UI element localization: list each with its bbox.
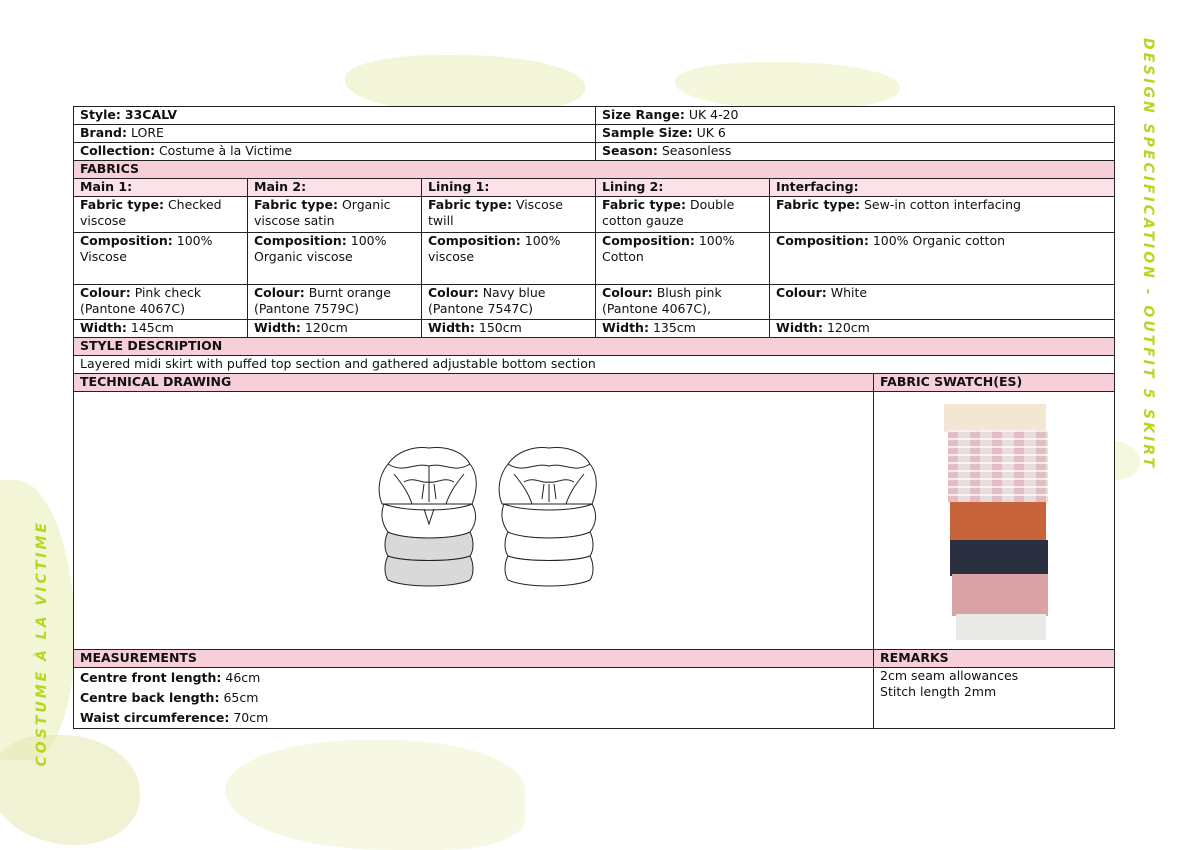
style-description-header: STYLE DESCRIPTION — [74, 338, 1115, 356]
remark-item: Stitch length 2mm — [880, 684, 997, 699]
colour-cell — [248, 285, 422, 320]
colour-cell — [770, 285, 1115, 320]
background-texture — [675, 62, 900, 110]
composition-value: 100% viscose — [428, 233, 561, 264]
fabric-swatch-blush-pink — [952, 574, 1048, 616]
width-cell — [596, 320, 770, 338]
style-value: 33CALV — [124, 107, 178, 122]
fabric-type-row — [74, 197, 1115, 233]
fabric-type-cell — [770, 197, 1115, 233]
size-range-value: UK 4-20 — [688, 107, 739, 122]
composition-label: Composition: — [776, 233, 869, 248]
composition-row — [74, 233, 1115, 285]
fabric-swatch-burnt-orange — [950, 502, 1046, 542]
remarks-list — [874, 668, 1115, 729]
collection-label: Collection: — [80, 143, 155, 158]
measurements-list — [74, 668, 874, 729]
width-cell — [422, 320, 596, 338]
fabric-swatch-interfacing — [944, 404, 1046, 432]
fabric-swatch-navy — [950, 540, 1048, 576]
spec-sheet-table — [73, 106, 1115, 729]
composition-cell — [74, 233, 248, 285]
measurement-label: Centre front length: — [80, 670, 222, 685]
measurement-value: 65cm — [223, 690, 259, 705]
side-title-left: COSTUME À LA VICTIME — [34, 520, 50, 767]
colour-label: Colour: — [428, 285, 479, 300]
fabric-type-cell — [248, 197, 422, 233]
width-label: Width: — [776, 320, 823, 335]
colour-label: Colour: — [80, 285, 131, 300]
size-range-label: Size Range: — [602, 107, 685, 122]
technical-drawing-area — [74, 392, 874, 650]
width-value: 135cm — [652, 320, 696, 335]
colour-cell — [596, 285, 770, 320]
composition-label: Composition: — [80, 233, 173, 248]
brand-cell — [74, 125, 596, 143]
fabric-type-cell — [596, 197, 770, 233]
fabric-headings-row — [74, 179, 1115, 197]
width-label: Width: — [80, 320, 127, 335]
brand-label: Brand: — [80, 125, 127, 140]
fabrics-section-header: FABRICS — [74, 161, 1115, 179]
measurement-item — [80, 668, 867, 688]
technical-drawing-illustration — [374, 444, 624, 594]
measurements-header: MEASUREMENTS — [74, 650, 874, 668]
measurement-item — [80, 708, 867, 728]
fabric-type-value: Checked viscose — [80, 197, 222, 228]
fabric-type-label: Fabric type: — [602, 197, 686, 212]
fabric-heading: Main 1: — [74, 179, 248, 197]
composition-cell — [422, 233, 596, 285]
measurement-label: Waist circumference: — [80, 710, 230, 725]
sample-size-cell — [596, 125, 1115, 143]
width-cell — [248, 320, 422, 338]
header-row — [74, 125, 1115, 143]
colour-label: Colour: — [254, 285, 305, 300]
style-description-text: Layered midi skirt with puffed top section and gathered adjustable bottom section — [74, 356, 1115, 374]
width-cell — [770, 320, 1115, 338]
fabric-type-cell — [74, 197, 248, 233]
fabric-heading: Interfacing: — [770, 179, 1115, 197]
brand-value: LORE — [130, 125, 164, 140]
width-value: 120cm — [304, 320, 348, 335]
fabric-heading: Lining 2: — [596, 179, 770, 197]
width-label: Width: — [254, 320, 301, 335]
colour-cell — [422, 285, 596, 320]
season-cell — [596, 143, 1115, 161]
colour-value: Navy blue (Pantone 7547C) — [428, 285, 546, 316]
colour-value: Burnt orange (Pantone 7579C) — [254, 285, 391, 316]
season-label: Season: — [602, 143, 658, 158]
size-range-cell — [596, 107, 1115, 125]
composition-value: 100% Cotton — [602, 233, 735, 264]
header-row — [74, 107, 1115, 125]
colour-row — [74, 285, 1115, 320]
colour-value: Pink check (Pantone 4067C) — [80, 285, 202, 316]
technical-drawing-header: TECHNICAL DRAWING — [74, 374, 874, 392]
sample-size-value: UK 6 — [696, 125, 726, 140]
composition-value: 100% Viscose — [80, 233, 213, 264]
measurement-value: 70cm — [233, 710, 269, 725]
fabric-type-label: Fabric type: — [428, 197, 512, 212]
composition-label: Composition: — [602, 233, 695, 248]
remarks-header: REMARKS — [874, 650, 1115, 668]
colour-value: White — [830, 285, 868, 300]
width-label: Width: — [428, 320, 475, 335]
skirt-back-view — [499, 448, 596, 586]
colour-cell — [74, 285, 248, 320]
fabric-swatches-header: FABRIC SWATCH(ES) — [874, 374, 1115, 392]
fabric-swatch-white — [956, 614, 1046, 640]
fabric-type-value: Double cotton gauze — [602, 197, 735, 228]
measurement-item — [80, 688, 867, 708]
fabric-type-label: Fabric type: — [254, 197, 338, 212]
width-value: 145cm — [130, 320, 174, 335]
width-value: 150cm — [478, 320, 522, 335]
measurement-label: Centre back length: — [80, 690, 220, 705]
fabric-type-cell — [422, 197, 596, 233]
background-texture — [0, 735, 140, 845]
side-title-right: DESIGN SPECIFICATION - OUTFIT 5 SKIRT — [1140, 38, 1156, 470]
colour-label: Colour: — [602, 285, 653, 300]
width-cell — [74, 320, 248, 338]
composition-value: 100% Organic cotton — [872, 233, 1006, 248]
width-value: 120cm — [826, 320, 870, 335]
composition-label: Composition: — [254, 233, 347, 248]
fabric-swatches-area — [874, 392, 1115, 650]
composition-cell — [596, 233, 770, 285]
fabric-type-value: Organic viscose satin — [254, 197, 391, 228]
collection-cell — [74, 143, 596, 161]
header-row — [74, 143, 1115, 161]
background-texture — [225, 740, 525, 850]
fabric-type-value: Sew-in cotton interfacing — [863, 197, 1021, 212]
fabric-swatch-stack — [942, 404, 1052, 644]
fabric-swatch-pink-check — [948, 430, 1048, 504]
colour-value: Blush pink (Pantone 4067C), — [602, 285, 722, 316]
style-cell — [74, 107, 596, 125]
fabric-type-label: Fabric type: — [80, 197, 164, 212]
fabric-heading: Lining 1: — [422, 179, 596, 197]
composition-cell — [248, 233, 422, 285]
width-label: Width: — [602, 320, 649, 335]
style-label: Style: — [80, 107, 121, 122]
width-row — [74, 320, 1115, 338]
fabric-type-value: Viscose twill — [428, 197, 563, 228]
composition-label: Composition: — [428, 233, 521, 248]
remark-item: 2cm seam allowances — [880, 668, 1019, 683]
collection-value: Costume à la Victime — [158, 143, 293, 158]
composition-value: 100% Organic viscose — [254, 233, 387, 264]
skirt-front-view — [379, 448, 476, 586]
season-value: Seasonless — [661, 143, 732, 158]
fabric-heading: Main 2: — [248, 179, 422, 197]
fabric-type-label: Fabric type: — [776, 197, 860, 212]
sample-size-label: Sample Size: — [602, 125, 693, 140]
measurement-value: 46cm — [225, 670, 261, 685]
colour-label: Colour: — [776, 285, 827, 300]
composition-cell — [770, 233, 1115, 285]
